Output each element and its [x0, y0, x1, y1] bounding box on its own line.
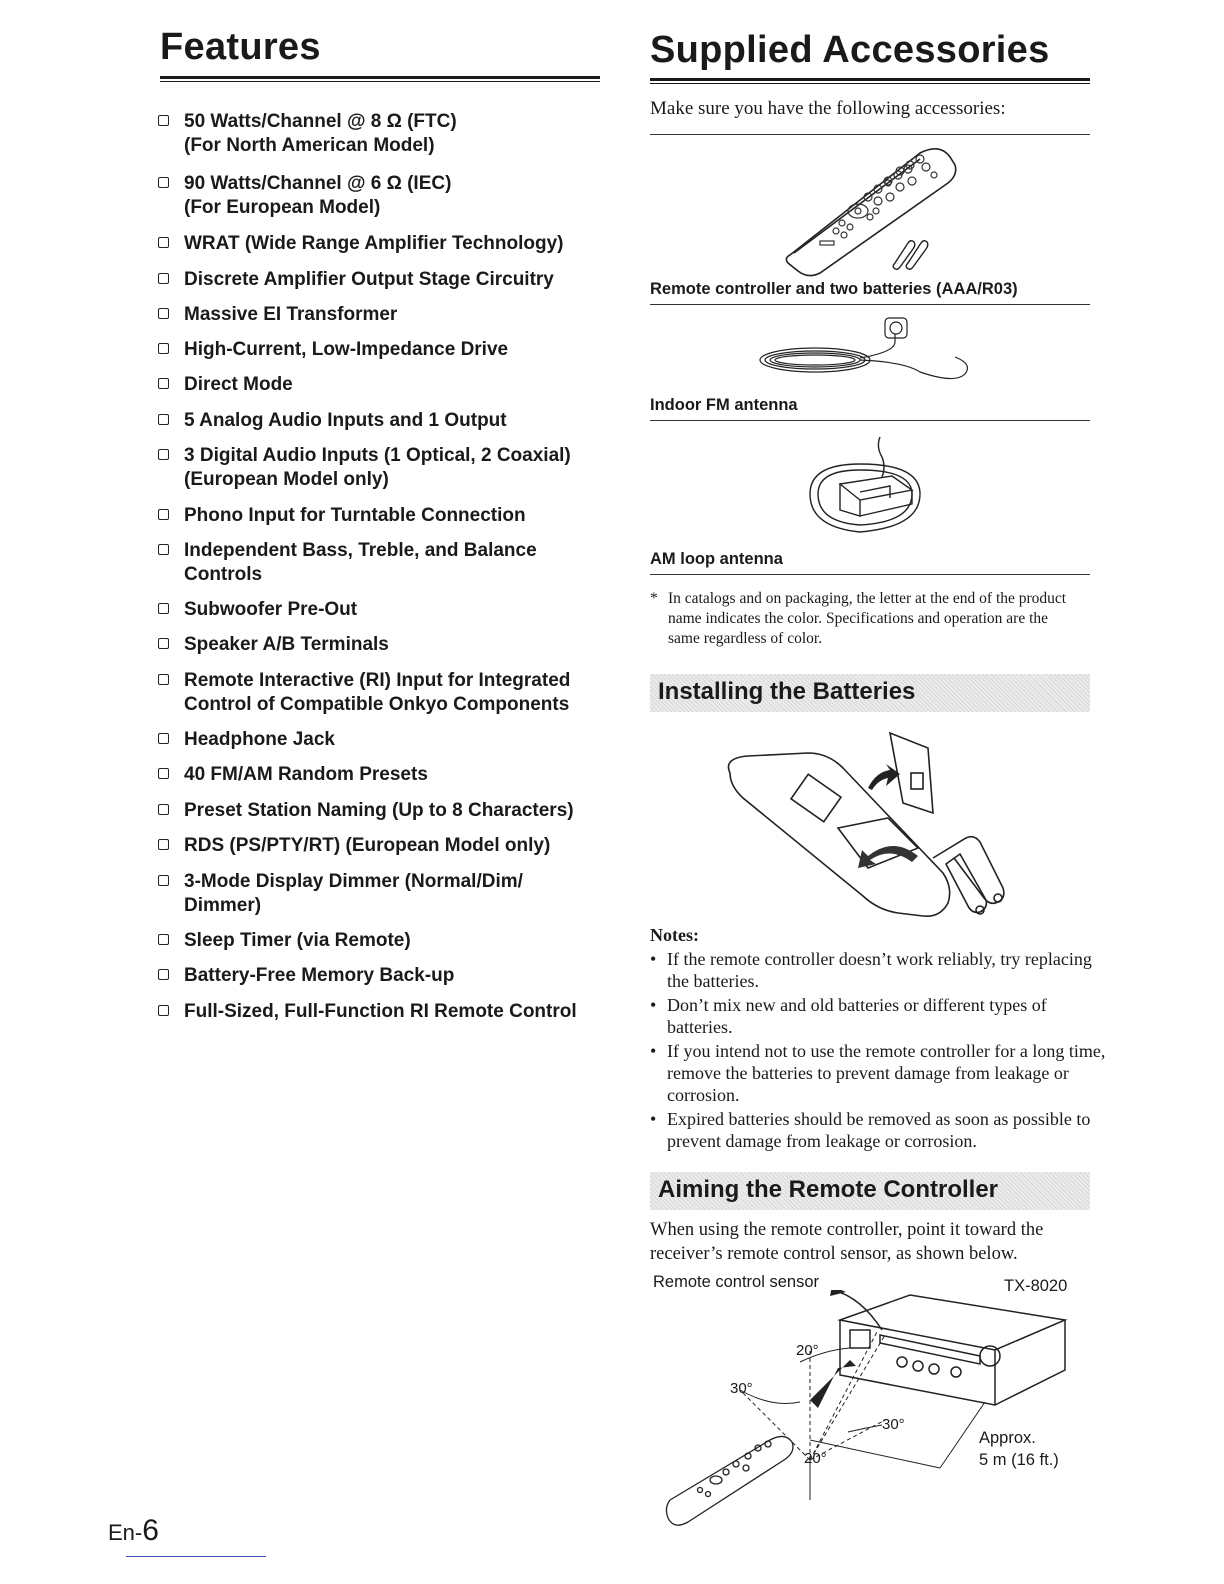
feature-text: Sleep Timer (via Remote) — [184, 930, 411, 951]
feature-text: (European Model only) — [184, 469, 389, 490]
aiming-remote-title: Aiming the Remote Controller — [658, 1176, 999, 1203]
remote-caption: Remote controller and two batteries (AAA/R03) — [650, 280, 1018, 298]
checkbox-bullet-icon — [158, 674, 169, 685]
feature-text: Controls — [184, 564, 263, 585]
feature-text: 50 Watts/Channel @ 8 Ω (FTC) — [184, 111, 457, 132]
accessories-title: Supplied Accessories — [650, 29, 1050, 71]
divider — [650, 574, 1090, 575]
feature-item — [158, 504, 608, 528]
checkbox-bullet-icon — [158, 934, 169, 945]
feature-text: Massive EI Transformer — [184, 304, 398, 325]
divider — [650, 134, 1090, 135]
installing-batteries-header — [650, 674, 1090, 712]
feature-text: RDS (PS/PTY/RT) (European Model only) — [184, 835, 551, 856]
feature-item — [158, 929, 608, 953]
checkbox-bullet-icon — [158, 969, 169, 980]
divider — [650, 420, 1090, 421]
feature-item — [158, 964, 608, 988]
aiming-diagram — [660, 1290, 1080, 1530]
angle-20-bottom: 20° — [804, 1450, 827, 1467]
features-title-rule — [160, 76, 600, 82]
checkbox-bullet-icon — [158, 449, 169, 460]
feature-text: Discrete Amplifier Output Stage Circuitry — [184, 269, 554, 290]
feature-text: 90 Watts/Channel @ 6 Ω (IEC) — [184, 173, 452, 194]
feature-item — [158, 799, 608, 823]
checkbox-bullet-icon — [158, 733, 169, 744]
checkbox-bullet-icon — [158, 638, 169, 649]
feature-text: Dimmer) — [184, 895, 262, 916]
distance-line1: Approx. — [979, 1429, 1036, 1447]
feature-item — [158, 598, 608, 622]
feature-item — [158, 303, 608, 327]
checkbox-bullet-icon — [158, 509, 169, 520]
feature-text: 3 Digital Audio Inputs (1 Optical, 2 Coaxial) — [184, 445, 571, 466]
note-text: Expired batteries should be removed as soon as possible to prevent damage from leakage or corrosion. — [667, 1109, 1091, 1151]
feature-text: Headphone Jack — [184, 729, 335, 750]
note-item — [650, 994, 1107, 1038]
feature-text: WRAT (Wide Range Amplifier Technology) — [184, 233, 564, 254]
feature-text: (For European Model) — [184, 197, 381, 218]
feature-item — [158, 870, 608, 918]
feature-item — [158, 1000, 608, 1024]
feature-text: Speaker A/B Terminals — [184, 634, 389, 655]
note-item — [650, 1108, 1107, 1152]
bullet-icon: • — [650, 1041, 657, 1061]
footer-link-underline — [126, 1556, 266, 1557]
checkbox-bullet-icon — [158, 603, 169, 614]
aiming-remote-header — [650, 1172, 1090, 1210]
feature-text: Remote Interactive (RI) Input for Integrated — [184, 670, 571, 691]
checkbox-bullet-icon — [158, 414, 169, 425]
feature-text: 40 FM/AM Random Presets — [184, 764, 428, 785]
feature-item — [158, 669, 608, 717]
feature-item — [158, 338, 608, 362]
page-number — [108, 1514, 159, 1548]
feature-item — [158, 444, 608, 492]
feature-text: (For North American Model) — [184, 135, 435, 156]
checkbox-bullet-icon — [158, 804, 169, 815]
checkbox-bullet-icon — [158, 378, 169, 389]
color-footnote — [650, 589, 1070, 649]
checkbox-bullet-icon — [158, 839, 169, 850]
feature-item — [158, 373, 608, 397]
checkbox-bullet-icon — [158, 1005, 169, 1016]
checkbox-bullet-icon — [158, 875, 169, 886]
checkbox-bullet-icon — [158, 273, 169, 284]
angle-30-right: 30° — [882, 1416, 905, 1433]
checkbox-bullet-icon — [158, 343, 169, 354]
bullet-icon: • — [650, 949, 657, 969]
feature-item — [158, 834, 608, 858]
checkbox-bullet-icon — [158, 768, 169, 779]
accessories-title-rule — [650, 78, 1090, 84]
bullet-icon: • — [650, 995, 657, 1015]
feature-text: Independent Bass, Treble, and Balance — [184, 540, 537, 561]
feature-item — [158, 268, 608, 292]
feature-item — [158, 728, 608, 752]
bullet-icon: • — [650, 1109, 657, 1129]
feature-item — [158, 539, 608, 587]
feature-text: Preset Station Naming (Up to 8 Characters) — [184, 800, 574, 821]
angle-20-top: 20° — [796, 1342, 819, 1359]
page-prefix: En- — [108, 1520, 143, 1545]
page-num: 6 — [142, 1514, 159, 1547]
remote-sensor-label: Remote control sensor — [653, 1273, 819, 1291]
feature-item — [158, 633, 608, 657]
note-text: If you intend not to use the remote controller for a long time, remove the batteries to prevent damage from leakage or corrosion. — [667, 1041, 1106, 1105]
feature-item — [158, 232, 608, 256]
feature-text: High-Current, Low-Impedance Drive — [184, 339, 509, 360]
feature-item — [158, 763, 608, 787]
feature-text: Control of Compatible Onkyo Components — [184, 694, 570, 715]
checkbox-bullet-icon — [158, 308, 169, 319]
distance-line2: 5 m (16 ft.) — [979, 1451, 1059, 1469]
feature-text: Direct Mode — [184, 374, 293, 395]
checkbox-bullet-icon — [158, 544, 169, 555]
am-antenna-illustration — [800, 432, 940, 552]
note-text: If the remote controller doesn’t work reliably, try replacing the batteries. — [667, 949, 1092, 991]
angle-30-left: 30° — [730, 1380, 753, 1397]
divider — [650, 304, 1090, 305]
feature-text: Full-Sized, Full-Function RI Remote Control — [184, 1001, 577, 1022]
feature-text: 5 Analog Audio Inputs and 1 Output — [184, 410, 507, 431]
feature-item — [158, 409, 608, 433]
feature-item — [158, 172, 608, 220]
feature-text: Battery-Free Memory Back-up — [184, 965, 455, 986]
footnote-text: In catalogs and on packaging, the letter at the end of the product name indicates the color. Specifications and operation are the same regardless of color. — [668, 590, 1067, 647]
installing-batteries-title: Installing the Batteries — [658, 678, 916, 705]
battery-install-illustration — [718, 728, 1018, 923]
model-label: TX-8020 — [1004, 1277, 1068, 1295]
feature-item — [158, 110, 608, 158]
checkbox-bullet-icon — [158, 115, 169, 126]
feature-text: Subwoofer Pre-Out — [184, 599, 358, 620]
am-caption: AM loop antenna — [650, 550, 783, 568]
aiming-text: When using the remote controller, point it toward the receiver’s remote control sensor, as shown below. — [650, 1220, 1044, 1264]
note-item — [650, 948, 1107, 992]
footnote-mark: * — [650, 590, 658, 607]
features-title: Features — [160, 26, 321, 68]
accessories-intro: Make sure you have the following accessories: — [650, 98, 1006, 119]
note-text: Don’t mix new and old batteries or different types of batteries. — [667, 995, 1047, 1037]
notes-label: Notes: — [650, 925, 699, 945]
feature-text: Phono Input for Turntable Connection — [184, 505, 526, 526]
fm-caption: Indoor FM antenna — [650, 396, 798, 414]
checkbox-bullet-icon — [158, 177, 169, 188]
note-item — [650, 1040, 1107, 1106]
feature-text: 3-Mode Display Dimmer (Normal/Dim/ — [184, 871, 523, 892]
checkbox-bullet-icon — [158, 237, 169, 248]
remote-controller-illustration — [780, 145, 970, 280]
notes-list — [650, 948, 1107, 1154]
fm-antenna-illustration — [755, 312, 980, 392]
